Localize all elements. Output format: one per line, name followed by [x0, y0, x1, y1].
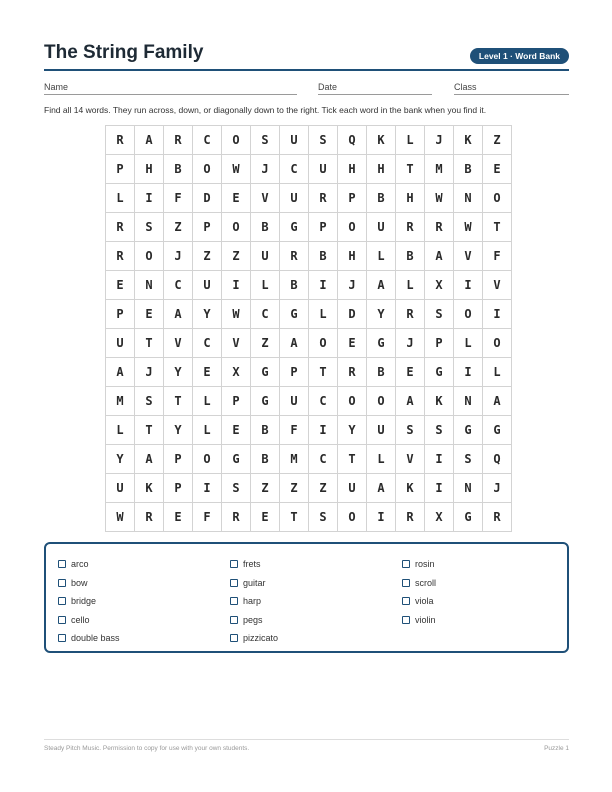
grid-cell[interactable]: I: [193, 474, 222, 503]
grid-cell[interactable]: R: [106, 242, 135, 271]
grid-cell[interactable]: A: [483, 387, 512, 416]
grid-cell[interactable]: H: [135, 155, 164, 184]
grid-cell[interactable]: U: [338, 474, 367, 503]
grid-cell[interactable]: P: [164, 474, 193, 503]
instructions: Find all 14 words. They run across, down, or diagonally down to the right. Tick each word in the bank when you find it.: [44, 105, 487, 115]
grid-cell[interactable]: R: [483, 503, 512, 532]
word-bank-item[interactable]: [402, 611, 436, 630]
footer-rule: [44, 739, 569, 740]
grid-cell[interactable]: O: [338, 213, 367, 242]
grid-cell[interactable]: X: [425, 503, 454, 532]
grid-cell[interactable]: E: [396, 358, 425, 387]
grid-cell[interactable]: J: [135, 358, 164, 387]
grid-cell[interactable]: A: [164, 300, 193, 329]
grid-cell[interactable]: J: [425, 126, 454, 155]
grid-cell[interactable]: D: [193, 184, 222, 213]
grid-cell[interactable]: O: [135, 242, 164, 271]
grid-cell[interactable]: W: [425, 184, 454, 213]
word-bank-column-1: [58, 555, 120, 648]
grid-cell[interactable]: U: [106, 474, 135, 503]
grid-cell[interactable]: B: [251, 445, 280, 474]
grid-cell[interactable]: Y: [367, 300, 396, 329]
grid-cell[interactable]: W: [106, 503, 135, 532]
grid-cell[interactable]: K: [367, 126, 396, 155]
checkbox-icon[interactable]: [402, 579, 410, 587]
grid-cell[interactable]: P: [280, 358, 309, 387]
grid-cell[interactable]: W: [222, 155, 251, 184]
grid-cell[interactable]: U: [280, 184, 309, 213]
grid-cell[interactable]: A: [367, 474, 396, 503]
grid-cell[interactable]: S: [251, 126, 280, 155]
grid-cell[interactable]: R: [396, 300, 425, 329]
grid-cell[interactable]: S: [135, 213, 164, 242]
grid-cell[interactable]: N: [454, 184, 483, 213]
grid-cell[interactable]: U: [280, 387, 309, 416]
grid-cell[interactable]: I: [309, 271, 338, 300]
grid-cell[interactable]: S: [309, 126, 338, 155]
grid-cell[interactable]: T: [396, 155, 425, 184]
grid-cell[interactable]: B: [396, 242, 425, 271]
word-bank-word: viola: [415, 596, 434, 607]
checkbox-icon[interactable]: [58, 616, 66, 624]
grid-cell[interactable]: P: [338, 184, 367, 213]
grid-cell[interactable]: E: [135, 300, 164, 329]
grid-cell[interactable]: N: [135, 271, 164, 300]
grid-cell[interactable]: F: [483, 242, 512, 271]
grid-cell[interactable]: G: [454, 503, 483, 532]
grid-cell[interactable]: P: [106, 300, 135, 329]
grid-cell[interactable]: I: [454, 271, 483, 300]
grid-cell[interactable]: L: [309, 300, 338, 329]
checkbox-icon[interactable]: [58, 579, 66, 587]
date-field-label: Date: [318, 82, 338, 92]
word-bank-word: pizzicato: [243, 633, 279, 644]
grid-cell[interactable]: E: [222, 416, 251, 445]
grid-cell[interactable]: O: [483, 329, 512, 358]
checkbox-icon[interactable]: [402, 560, 410, 568]
grid-cell[interactable]: S: [425, 416, 454, 445]
grid-cell[interactable]: P: [106, 155, 135, 184]
grid-cell[interactable]: B: [367, 358, 396, 387]
grid-cell[interactable]: L: [367, 242, 396, 271]
checkbox-icon[interactable]: [230, 560, 238, 568]
grid-cell[interactable]: G: [280, 213, 309, 242]
grid-cell[interactable]: U: [280, 126, 309, 155]
grid-cell[interactable]: M: [425, 155, 454, 184]
checkbox-icon[interactable]: [58, 597, 66, 605]
grid-cell[interactable]: O: [222, 126, 251, 155]
word-bank-word: violin: [415, 614, 436, 625]
word-bank-word: double bass: [71, 633, 120, 644]
grid-cell[interactable]: G: [454, 416, 483, 445]
grid-cell[interactable]: R: [135, 503, 164, 532]
grid-cell[interactable]: G: [483, 416, 512, 445]
grid-cell[interactable]: I: [309, 416, 338, 445]
grid-cell[interactable]: Z: [309, 474, 338, 503]
grid-cell[interactable]: W: [454, 213, 483, 242]
grid-cell[interactable]: O: [367, 387, 396, 416]
grid-cell[interactable]: B: [164, 155, 193, 184]
grid-cell[interactable]: R: [338, 358, 367, 387]
grid-cell[interactable]: X: [222, 358, 251, 387]
checkbox-icon[interactable]: [230, 579, 238, 587]
grid-cell[interactable]: K: [396, 474, 425, 503]
grid-cell[interactable]: T: [309, 358, 338, 387]
word-bank-word: bridge: [71, 596, 97, 607]
grid-cell[interactable]: U: [309, 155, 338, 184]
grid-cell[interactable]: A: [135, 126, 164, 155]
grid-cell[interactable]: L: [396, 271, 425, 300]
grid-cell[interactable]: J: [251, 155, 280, 184]
grid-cell[interactable]: H: [338, 155, 367, 184]
grid-cell[interactable]: P: [193, 213, 222, 242]
grid-cell[interactable]: A: [425, 242, 454, 271]
grid-cell[interactable]: P: [164, 445, 193, 474]
word-bank-column-2: [230, 555, 278, 648]
grid-cell[interactable]: K: [454, 126, 483, 155]
grid-cell[interactable]: R: [106, 213, 135, 242]
grid-cell[interactable]: A: [367, 271, 396, 300]
grid-cell[interactable]: G: [251, 358, 280, 387]
grid-cell[interactable]: U: [251, 242, 280, 271]
word-bank-column-3: [402, 555, 436, 629]
grid-cell[interactable]: C: [193, 126, 222, 155]
grid-cell[interactable]: Y: [164, 358, 193, 387]
name-field-label: Name: [44, 82, 69, 92]
grid-cell[interactable]: Z: [193, 242, 222, 271]
footer-copyright: Steady Pitch Music. Permission to copy for use with your own students.: [44, 745, 250, 752]
grid-cell[interactable]: I: [135, 184, 164, 213]
grid-cell[interactable]: P: [425, 329, 454, 358]
word-bank-item[interactable]: [230, 555, 278, 574]
checkbox-icon[interactable]: [402, 597, 410, 605]
word-bank-item[interactable]: [58, 592, 120, 611]
grid-cell[interactable]: C: [164, 271, 193, 300]
letter-grid: [105, 125, 512, 532]
grid-cell[interactable]: O: [338, 387, 367, 416]
footer-page-label: Puzzle 1: [544, 745, 569, 752]
grid-cell[interactable]: S: [135, 387, 164, 416]
grid-cell[interactable]: W: [222, 300, 251, 329]
grid-cell[interactable]: C: [193, 329, 222, 358]
grid-cell[interactable]: G: [251, 387, 280, 416]
grid-cell[interactable]: I: [425, 445, 454, 474]
grid-cell[interactable]: B: [309, 242, 338, 271]
grid-cell[interactable]: S: [425, 300, 454, 329]
grid-cell[interactable]: N: [454, 387, 483, 416]
class-field-label: Class: [454, 82, 477, 92]
grid-cell[interactable]: F: [193, 503, 222, 532]
word-bank-word: bow: [71, 577, 88, 588]
grid-cell[interactable]: L: [251, 271, 280, 300]
grid-cell[interactable]: G: [280, 300, 309, 329]
word-bank-item[interactable]: [402, 555, 436, 574]
grid-cell[interactable]: E: [164, 503, 193, 532]
grid-cell[interactable]: T: [338, 445, 367, 474]
checkbox-icon[interactable]: [402, 616, 410, 624]
grid-cell[interactable]: L: [106, 416, 135, 445]
word-bank-item[interactable]: [402, 574, 436, 593]
grid-cell[interactable]: K: [425, 387, 454, 416]
grid-cell[interactable]: T: [483, 213, 512, 242]
grid-cell[interactable]: V: [396, 445, 425, 474]
grid-cell[interactable]: S: [454, 445, 483, 474]
word-bank-item[interactable]: [402, 592, 436, 611]
grid-cell[interactable]: R: [396, 213, 425, 242]
word-bank-word: pegs: [243, 614, 263, 625]
grid-cell[interactable]: T: [135, 416, 164, 445]
word-bank-item[interactable]: [58, 555, 120, 574]
grid-cell[interactable]: P: [222, 387, 251, 416]
grid-cell[interactable]: V: [164, 329, 193, 358]
grid-cell[interactable]: Z: [280, 474, 309, 503]
grid-cell[interactable]: T: [164, 387, 193, 416]
grid-cell[interactable]: G: [222, 445, 251, 474]
date-field[interactable]: [318, 80, 432, 94]
grid-cell[interactable]: Z: [483, 126, 512, 155]
checkbox-icon[interactable]: [58, 634, 66, 642]
grid-cell[interactable]: R: [309, 184, 338, 213]
grid-cell[interactable]: J: [483, 474, 512, 503]
grid-cell[interactable]: Y: [193, 300, 222, 329]
grid-cell[interactable]: H: [396, 184, 425, 213]
word-bank-word: scroll: [415, 577, 437, 588]
grid-cell[interactable]: A: [135, 445, 164, 474]
grid-cell[interactable]: I: [483, 300, 512, 329]
grid-cell[interactable]: Y: [106, 445, 135, 474]
grid-cell[interactable]: B: [280, 271, 309, 300]
grid-cell[interactable]: S: [396, 416, 425, 445]
page-title: The String Family: [44, 42, 204, 63]
grid-cell[interactable]: M: [280, 445, 309, 474]
word-bank-word: harp: [243, 596, 262, 607]
grid-cell[interactable]: G: [367, 329, 396, 358]
grid-cell[interactable]: V: [251, 184, 280, 213]
grid-cell[interactable]: E: [483, 155, 512, 184]
grid-cell[interactable]: E: [251, 503, 280, 532]
grid-cell[interactable]: C: [251, 300, 280, 329]
grid-cell[interactable]: I: [222, 271, 251, 300]
header-rule: [44, 69, 569, 71]
grid-cell[interactable]: A: [396, 387, 425, 416]
grid-cell[interactable]: J: [338, 271, 367, 300]
grid-cell[interactable]: R: [280, 242, 309, 271]
word-bank-item[interactable]: [58, 574, 120, 593]
grid-cell[interactable]: U: [193, 271, 222, 300]
grid-cell[interactable]: B: [367, 184, 396, 213]
grid-cell[interactable]: U: [367, 416, 396, 445]
grid-cell[interactable]: I: [454, 358, 483, 387]
grid-cell[interactable]: V: [483, 271, 512, 300]
grid-cell[interactable]: Q: [338, 126, 367, 155]
grid-cell[interactable]: Z: [164, 213, 193, 242]
grid-cell[interactable]: I: [425, 474, 454, 503]
grid-cell[interactable]: E: [338, 329, 367, 358]
grid-cell[interactable]: R: [396, 503, 425, 532]
grid-cell[interactable]: E: [222, 184, 251, 213]
level-badge: Level 1 · Word Bank: [470, 48, 569, 64]
grid-cell[interactable]: V: [222, 329, 251, 358]
word-bank-item[interactable]: [230, 592, 278, 611]
grid-cell[interactable]: T: [135, 329, 164, 358]
grid-cell[interactable]: C: [280, 155, 309, 184]
class-field-line: [454, 94, 569, 95]
grid-cell[interactable]: L: [396, 126, 425, 155]
grid-cell[interactable]: M: [106, 387, 135, 416]
grid-cell[interactable]: L: [483, 358, 512, 387]
grid-cell[interactable]: D: [338, 300, 367, 329]
grid-cell[interactable]: C: [309, 387, 338, 416]
grid-cell[interactable]: S: [222, 474, 251, 503]
date-field-line: [318, 94, 432, 95]
grid-cell[interactable]: O: [193, 445, 222, 474]
grid-cell[interactable]: G: [425, 358, 454, 387]
grid-cell[interactable]: P: [309, 213, 338, 242]
grid-cell[interactable]: V: [454, 242, 483, 271]
checkbox-icon[interactable]: [230, 597, 238, 605]
grid-cell[interactable]: O: [454, 300, 483, 329]
grid-cell[interactable]: F: [164, 184, 193, 213]
grid-cell[interactable]: K: [135, 474, 164, 503]
name-field-line: [44, 94, 297, 95]
grid-cell[interactable]: Y: [338, 416, 367, 445]
grid-cell[interactable]: J: [396, 329, 425, 358]
grid-cell[interactable]: S: [309, 503, 338, 532]
word-bank-word: rosin: [415, 559, 435, 570]
grid-cell[interactable]: N: [454, 474, 483, 503]
grid-cell[interactable]: B: [251, 416, 280, 445]
grid-cell[interactable]: A: [106, 358, 135, 387]
word-bank-item[interactable]: [58, 629, 120, 648]
grid-cell[interactable]: H: [367, 155, 396, 184]
grid-cell[interactable]: B: [251, 213, 280, 242]
grid-cell[interactable]: O: [193, 155, 222, 184]
grid-cell[interactable]: T: [280, 503, 309, 532]
grid-cell[interactable]: O: [338, 503, 367, 532]
word-bank-word: frets: [243, 559, 261, 570]
grid-cell[interactable]: R: [164, 126, 193, 155]
grid-cell[interactable]: Y: [164, 416, 193, 445]
grid-cell[interactable]: Z: [251, 474, 280, 503]
grid-cell[interactable]: I: [367, 503, 396, 532]
grid-cell[interactable]: R: [425, 213, 454, 242]
grid-cell[interactable]: L: [367, 445, 396, 474]
grid-cell[interactable]: Z: [251, 329, 280, 358]
grid-cell[interactable]: X: [425, 271, 454, 300]
grid-cell[interactable]: O: [222, 213, 251, 242]
word-bank-word: cello: [71, 614, 90, 625]
grid-cell[interactable]: R: [106, 126, 135, 155]
grid-cell[interactable]: J: [164, 242, 193, 271]
word-bank-item[interactable]: [230, 611, 278, 630]
grid-cell[interactable]: R: [222, 503, 251, 532]
grid-cell[interactable]: E: [193, 358, 222, 387]
grid-cell[interactable]: F: [280, 416, 309, 445]
grid-cell[interactable]: L: [193, 416, 222, 445]
grid-cell[interactable]: B: [454, 155, 483, 184]
word-bank-word: arco: [71, 559, 89, 570]
grid-cell[interactable]: L: [193, 387, 222, 416]
grid-cell[interactable]: O: [483, 184, 512, 213]
name-field[interactable]: [44, 80, 297, 94]
class-field[interactable]: [454, 80, 569, 94]
grid-cell[interactable]: U: [106, 329, 135, 358]
grid-cell[interactable]: L: [454, 329, 483, 358]
grid-cell[interactable]: L: [106, 184, 135, 213]
word-bank-word: guitar: [243, 577, 266, 588]
grid-cell[interactable]: H: [338, 242, 367, 271]
grid-cell[interactable]: Z: [222, 242, 251, 271]
word-bank-item[interactable]: [230, 574, 278, 593]
grid-cell[interactable]: C: [309, 445, 338, 474]
grid-cell[interactable]: U: [367, 213, 396, 242]
checkbox-icon[interactable]: [230, 634, 238, 642]
grid-cell[interactable]: E: [106, 271, 135, 300]
grid-cell[interactable]: O: [309, 329, 338, 358]
checkbox-icon[interactable]: [58, 560, 66, 568]
grid-cell[interactable]: Q: [483, 445, 512, 474]
word-bank-item[interactable]: [58, 611, 120, 630]
checkbox-icon[interactable]: [230, 616, 238, 624]
word-bank-item[interactable]: [230, 629, 278, 648]
grid-cell[interactable]: A: [280, 329, 309, 358]
word-bank: [44, 542, 569, 653]
